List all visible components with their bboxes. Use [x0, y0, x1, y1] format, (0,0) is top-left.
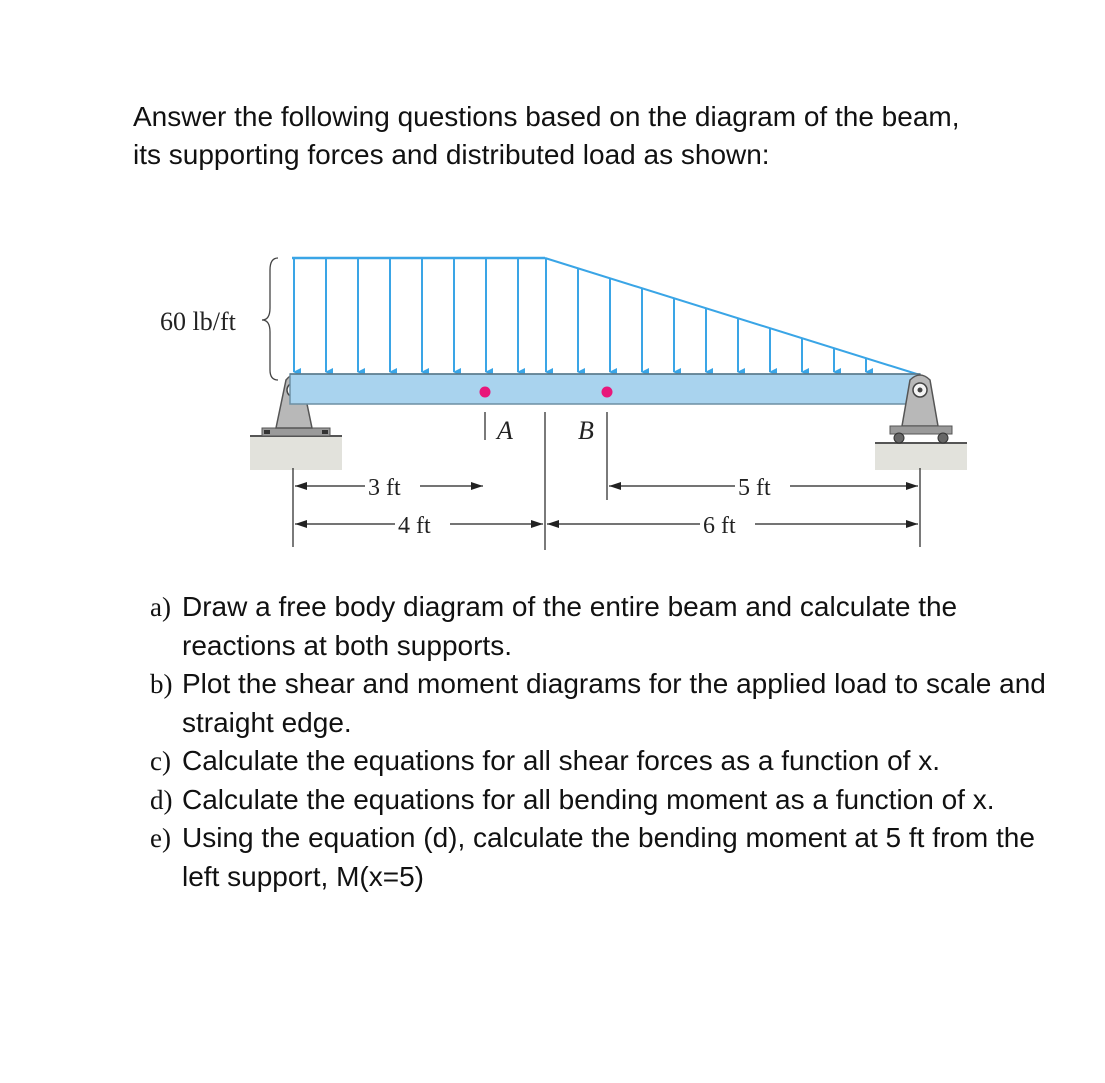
question-letter: d)	[150, 784, 173, 815]
question-list	[150, 588, 1050, 896]
dim-4ft-label: 4 ft	[398, 513, 431, 539]
distributed-load	[292, 258, 920, 375]
dimension-3ft	[295, 475, 483, 501]
point-b-label: B	[578, 416, 594, 445]
question-item	[150, 742, 1050, 781]
point-b-marker	[602, 387, 613, 398]
dimension-5ft	[609, 475, 918, 501]
dimension-6ft	[547, 513, 918, 539]
question-text: Calculate the equations for all bending moment as a function of x.	[182, 783, 995, 815]
question-letter: c)	[150, 746, 171, 776]
question-item	[150, 781, 1050, 820]
load-brace	[262, 258, 278, 380]
point-a-marker	[480, 387, 491, 398]
load-label: 60 lb/ft	[160, 307, 236, 336]
question-letter: a)	[150, 592, 171, 622]
question-text: Draw a free body diagram of the entire beam and calculate the reactions at both supports.	[182, 591, 958, 661]
question-letter: b)	[150, 669, 173, 699]
question-item	[150, 665, 1050, 742]
question-text: Plot the shear and moment diagrams for the applied load to scale and straight edge.	[182, 668, 1046, 738]
dim-5ft-label: 5 ft	[738, 475, 771, 501]
dimension-4ft	[295, 513, 543, 539]
dim-6ft-label: 6 ft	[703, 513, 736, 539]
intro-text: Answer the following questions based on the diagram of the beam, its supporting forces and distributed load as shown:	[133, 101, 960, 170]
question-letter: e)	[150, 823, 171, 853]
question-text: Calculate the equations for all shear forces as a function of x.	[182, 745, 940, 776]
ground-left	[250, 436, 342, 470]
question-text: Using the equation (d), calculate the bending moment at 5 ft from the left support, M(x=5)	[182, 822, 1035, 892]
ground-right	[875, 443, 967, 470]
beam-diagram	[0, 240, 1105, 570]
dim-3ft-label: 3 ft	[368, 475, 401, 501]
point-a-label: A	[497, 416, 513, 445]
question-item	[150, 819, 1050, 896]
question-item	[150, 588, 1050, 665]
